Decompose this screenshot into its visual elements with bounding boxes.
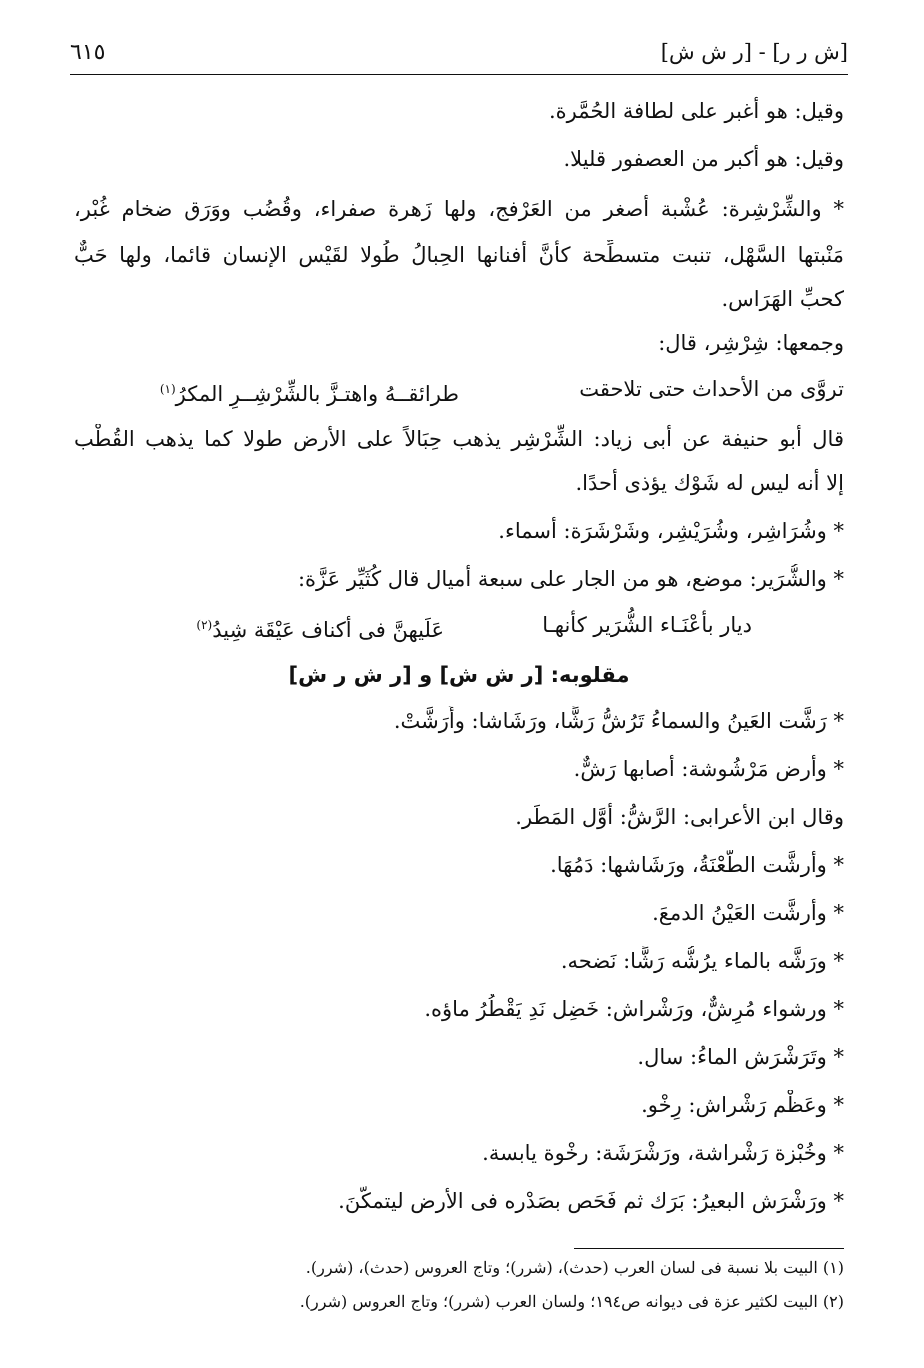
verse-hemistich-right: تروَّى من الأحداث حتى تلاحقت [579,377,844,401]
footnote: (١) البيت بلا نسبة فى لسان العرب (حدث)، (شرر)؛ وتاج العروس (حدث)، (شرر). [305,1258,844,1277]
footnote-marker: (٢) [196,618,213,632]
section-heading: مقلوبه: [ر ش ش] و [ر ش ر ش] [288,663,630,687]
running-head: [ش ر ر] - [ر ش ش] [660,40,848,64]
text-line: * والشُّرَير: موضع، هو من الجار على سبعة أميال قال كُثَيِّر عَزَّة: [297,567,844,591]
text-line: * ورَشَّه بالماء يرُشُّه رَشًّا: نَضحه. [560,949,844,973]
text-line: وقيل: هو أغبر على لطافة الحُمَّرة. [548,99,844,123]
verse-hemistich-left: عَلَيهنَّ فى أكناف عَيْقَة شِيدُ$^{(٢)}$ [196,618,444,642]
text-line: * وتَرَشْرَش الماءُ: سال. [637,1045,844,1069]
verse-hemistich-right: ديار بأعْنَـاء الشُّرَير كأنهـا [542,613,752,637]
text-line: * وخُبْزة رَشْراشة، ورَشْرَشَة: رخْوة يابسة. [482,1141,844,1165]
text-line: * رَشَّت العَينُ والسماءُ تَرُشُّ رَشًّا، ورَشَاشا: وأَرَشَّتْ. [393,709,844,733]
footnote: (٢) البيت لكثير عزة فى ديوانه ص١٩٤؛ ولسان العرب (شرر)؛ وتاج العروس (شرر). [299,1292,844,1311]
text-line: وقيل: هو أكبر من العصفور قليلا. [563,147,844,171]
text-line: وجمعها: شِرْشِر، قال: [658,331,844,355]
text-line: مَنْبتها السَّهْل، تنبت متسطِّحة كأنَّ أفنانها الحِبالُ طُولا لقَيْس الإنسان قائما، ولها حَبٌّ [74,243,844,267]
footnote-divider [574,1248,844,1249]
text-line: * وعَظْم رَشْراش: رِخْو. [641,1093,844,1117]
page-number: ٦١٥ [70,40,106,65]
page-header [70,38,848,75]
text-line: * وأرض مَرْشُوشة: أصابها رَشٌّ. [573,757,844,781]
text-line: * وأرشَّت العَيْنُ الدمعَ. [652,901,844,925]
text-line: * والشِّرْشِرة: عُشْبة أصغر من العَرْفج، ولها زَهرة صفراء، وقُضُب ووَرَق ضخام غُبْر، [74,197,844,221]
text-line: كحبِّ الهَرَاس. [721,287,844,311]
text-line: إلا أنه ليس له شَوْك يؤذى أحدًا. [575,471,844,495]
footnote-marker: (١) [159,382,176,396]
text-line: وقال ابن الأعرابى: الرَّشُّ: أوَّل المَطَر. [515,805,844,829]
text-line: * وشُرَاشِر، وشُرَيْشِر، وشَرْشَرَة: أسماء. [498,519,844,543]
verse-hemistich-left: طرائقــهُ واهتـزَّ بالشِّرْشِــرِ المكرُ$^{(١)}$ [159,382,459,406]
text-line: * ورشواء مُرِشٌّ، ورَشْراش: خَضِل نَدِ يَقْطُرُ ماؤه. [424,997,844,1021]
text-line: * ورَشْرَش البعيرُ: بَرَك ثم فَحَص بصَدْره فى الأرض ليتمكَّنَ. [338,1189,844,1213]
text-line: قال أبو حنيفة عن أبى زياد: الشِّرْشِر يذهب حِبَالاً على الأرض طولا كما يذهب القُطْب [74,427,844,451]
text-line: * وأرشَّت الطَّعْنَةُ، ورَشَاشها: دَمُهَا. [550,853,844,877]
